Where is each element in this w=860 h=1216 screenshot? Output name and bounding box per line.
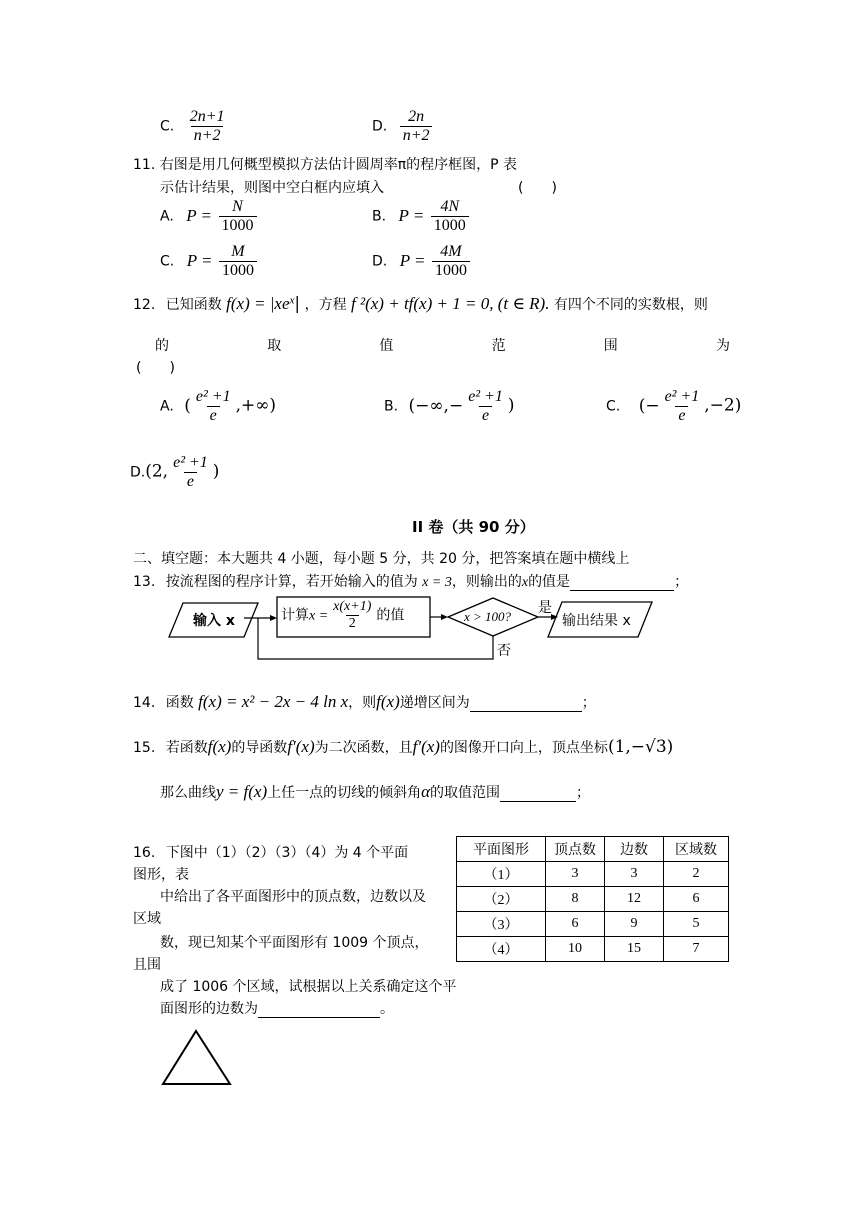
answer-blank[interactable]	[470, 697, 582, 712]
q12-answer-paren: ( )	[136, 360, 175, 376]
exponent: x	[289, 294, 295, 307]
spread-char: 围	[603, 338, 618, 354]
option-label: D.	[130, 464, 146, 481]
q16-line3: 中给出了各平面图形中的顶点数，边数以及	[160, 889, 426, 905]
table-cell: 6	[664, 887, 729, 912]
table-cell: 5	[664, 912, 729, 937]
abs-bar: |	[294, 294, 301, 314]
arrow-head	[270, 615, 277, 621]
triangle-shape	[163, 1031, 230, 1084]
table-cell: 7	[664, 937, 729, 962]
end: ；	[674, 574, 689, 590]
table-cell: 2	[664, 862, 729, 887]
table-cell: （3）	[457, 912, 546, 937]
fraction: $\frac{4M}{1000}$	[432, 243, 470, 280]
fraction: $\frac{M}{1000}$	[219, 243, 257, 280]
fraction: $\frac{4N}{1000}$	[431, 198, 469, 235]
var: x	[521, 575, 529, 590]
answer-blank[interactable]	[258, 1003, 380, 1018]
option-label: D.	[372, 253, 388, 270]
flow-no-label: 否	[497, 643, 511, 659]
table-cell: 15	[605, 937, 664, 962]
q12-text3: 有四个不同的实数根，则	[553, 297, 708, 313]
close: )	[507, 395, 515, 416]
q13-text2: ，则输出的	[451, 574, 522, 590]
q16-line1: 16. 下图中（1）（2）（3）（4）为 4 个平面	[133, 845, 409, 861]
section-title: II 卷（共 90 分）	[412, 518, 535, 536]
table-cell: （4）	[457, 937, 546, 962]
q15-stem: 15. 若函数f(x)的导函数f′(x)为二次函数，且f′(x)的图像开口向上，顶点坐标(1,−√3)	[133, 737, 674, 757]
table-cell: （1）	[457, 862, 546, 887]
table-cell: 3	[546, 862, 605, 887]
open: (2,	[145, 461, 169, 482]
spread-char: 的	[155, 338, 169, 354]
fraction: $\frac{\text{e² +1}}{e}$	[173, 454, 208, 490]
q13-text3: 的值是	[528, 574, 571, 590]
lhs: P =	[399, 250, 426, 270]
end: ；	[581, 695, 596, 711]
q13-text: 按流程图的程序计算，若开始输入的值为	[165, 574, 418, 590]
close: )	[212, 461, 220, 482]
fraction: $\frac{2n}{n+2}$	[400, 108, 433, 145]
table-row	[457, 862, 729, 887]
option-label: A.	[160, 398, 174, 415]
option-label: B.	[372, 208, 387, 225]
table-header: 平面图形	[457, 837, 546, 862]
q16-line4: 区域	[133, 911, 161, 927]
open: (	[184, 395, 191, 416]
option-label: C.	[160, 253, 175, 270]
fraction: $\frac{N}{1000}$	[219, 198, 257, 235]
q14-stem	[133, 692, 596, 712]
q12-equation: f ²(x) + tf(x) + 1 = 0, (t ∈ R).	[351, 294, 550, 313]
lhs: P =	[186, 250, 213, 270]
q16-line2: 图形，表	[133, 867, 189, 883]
section-heading: 二、填空题：本大题共 4 小题，每小题 5 分，共 20 分，把答案填在题中横线上	[133, 551, 630, 567]
close: ,−2)	[704, 395, 742, 416]
triangle-figure	[158, 1026, 238, 1096]
shapes-table	[456, 836, 729, 962]
flow-calc-label: 计算x = $\frac{x(x+1)}{2}$ 的值	[281, 599, 405, 631]
table-header: 区域数	[664, 837, 729, 862]
q11-answer-paren: ( )	[518, 180, 557, 196]
q12-text2: ，方程	[304, 297, 347, 313]
option-label: C.	[160, 118, 175, 135]
fraction: $\frac{\text{e² +1}}{e}$	[468, 388, 503, 424]
table-row	[457, 912, 729, 937]
table-cell: 12	[605, 887, 664, 912]
table-cell: 8	[546, 887, 605, 912]
fraction: $\frac{\text{e² +1}}{e}$	[664, 388, 700, 424]
q15-text: 若函数	[165, 740, 208, 756]
q16-line5: 数，现已知某个平面图形有 1009 个顶点，	[160, 935, 429, 951]
question-number: 14.	[133, 695, 156, 711]
q14-text3: 递增区间为	[399, 695, 470, 711]
flow-decision-label: x > 100?	[464, 609, 512, 624]
q12-function: f(x) = |xe	[226, 294, 290, 313]
fraction: $\frac{x(x+1)}{2}$	[333, 599, 372, 631]
q11-text: 右图是用几何概型模拟方法估计圆周率π的程序框图，P 表	[159, 157, 518, 173]
q16-line7: 成了 1006 个区域，试根据以上关系确定这个平	[160, 979, 457, 995]
option-label: D.	[372, 118, 388, 135]
q12-text: 已知函数	[165, 297, 222, 313]
open: (−	[638, 395, 660, 416]
q13-condition: x = 3	[422, 575, 452, 590]
spread-char: 为	[715, 338, 730, 354]
table-header: 边数	[605, 837, 664, 862]
q11-text2: 示估计结果，则图中空白框内应填入	[160, 180, 384, 196]
option-label: C.	[606, 398, 621, 415]
flow-output-label: 输出结果 x	[562, 613, 631, 629]
q14-text2: ，则	[348, 695, 377, 711]
vertex: (1,−√3)	[607, 737, 674, 757]
question-number: 13.	[133, 574, 156, 590]
answer-blank[interactable]	[500, 787, 576, 802]
table-row	[457, 937, 729, 962]
open: (−∞,−	[408, 395, 464, 416]
table-header: 顶点数	[546, 837, 605, 862]
option-label: B.	[384, 398, 399, 415]
flow-input-label: 输入 x	[193, 613, 235, 629]
lhs: P =	[398, 205, 425, 225]
question-number: 11.	[133, 157, 156, 173]
option-label: A.	[160, 208, 174, 225]
flow-yes-label: 是	[538, 600, 552, 616]
spread-char: 取	[267, 338, 282, 354]
fraction: $\frac{\text{e² +1}}{e}$	[195, 388, 231, 424]
q14-function: f(x) = x² − 2x − 4 ln x	[198, 692, 349, 711]
question-number: 15.	[133, 740, 156, 756]
spread-char: 值	[379, 338, 394, 354]
table-cell: 3	[605, 862, 664, 887]
table-header-row	[457, 837, 729, 862]
table-cell: （2）	[457, 887, 546, 912]
q15-line2: 那么曲线y = f(x)上任一点的切线的倾斜角α的取值范围 ；	[160, 782, 591, 801]
table-row	[457, 887, 729, 912]
question-number: 12.	[133, 297, 156, 313]
q16-line6: 且围	[133, 957, 161, 973]
q14-function2: f(x)	[376, 692, 400, 711]
lhs: P =	[186, 205, 213, 225]
q14-text: 函数	[165, 695, 194, 711]
question-number: 16.	[133, 845, 156, 861]
q16-line8: 面图形的边数为 。	[160, 1001, 394, 1017]
table-cell: 9	[605, 912, 664, 937]
table-cell: 10	[546, 937, 605, 962]
spread-char: 范	[491, 338, 506, 354]
table-cell: 6	[546, 912, 605, 937]
fraction: $\frac{2n+1}{n+2}$	[189, 108, 225, 144]
close: ,+∞)	[235, 395, 277, 416]
